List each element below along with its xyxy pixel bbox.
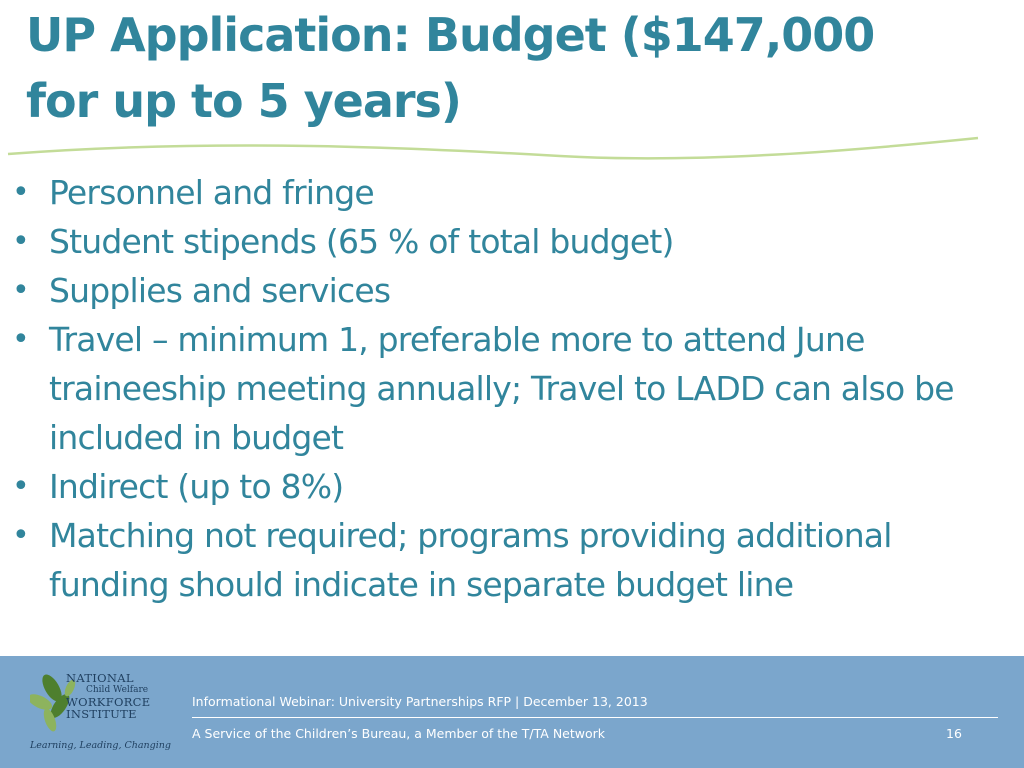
nwi-logo: [30, 666, 170, 760]
bullet-text: Student stipends (65 % of total budget): [49, 222, 674, 261]
logo-wordmark: [66, 672, 170, 720]
footer-band: [0, 656, 1024, 768]
slide-title: [26, 2, 1006, 134]
bullet-glyph: •: [12, 518, 29, 553]
logo-line-1: NATIONAL: [66, 671, 134, 685]
bullet-text: Indirect (up to 8%): [49, 467, 344, 506]
logo-line-2: Child Welfare: [86, 685, 149, 695]
bullet-glyph: •: [12, 322, 29, 357]
logo-line-4: INSTITUTE: [66, 707, 137, 721]
bullet-list: [12, 168, 1017, 609]
bullet-item: [12, 168, 1017, 217]
bullet-glyph: •: [12, 273, 29, 308]
bullet-item: [12, 511, 1017, 609]
bullet-text: Supplies and services: [49, 271, 391, 310]
page-number: 16: [946, 726, 962, 741]
logo-line-3: WORKFORCE: [66, 695, 151, 709]
title-divider: [0, 128, 1024, 168]
bullet-glyph: •: [12, 469, 29, 504]
bullet-item: [12, 315, 1017, 462]
footer-event-line: Informational Webinar: University Partnerships RFP | December 13, 2013: [192, 694, 648, 709]
bullet-glyph: •: [12, 224, 29, 259]
bullet-glyph: •: [12, 175, 29, 210]
bullet-item: [12, 462, 1017, 511]
bullet-text: Travel – minimum 1, preferable more to attend June traineeship meeting annually; Travel to LADD can also be included in budget: [49, 320, 954, 457]
title-line-2: for up to 5 years): [26, 74, 461, 128]
bullet-item: [12, 217, 1017, 266]
bullet-item: [12, 266, 1017, 315]
logo-tagline: Learning, Leading, Changing: [30, 740, 171, 751]
bullet-text: Personnel and fringe: [49, 173, 374, 212]
title-line-1: UP Application: Budget ($147,000: [26, 8, 875, 62]
bullet-text: Matching not required; programs providing additional funding should indicate in separate budget line: [49, 516, 892, 604]
footer-divider: [192, 717, 998, 718]
footer-service-line: A Service of the Children’s Bureau, a Member of the T/TA Network: [192, 726, 606, 741]
